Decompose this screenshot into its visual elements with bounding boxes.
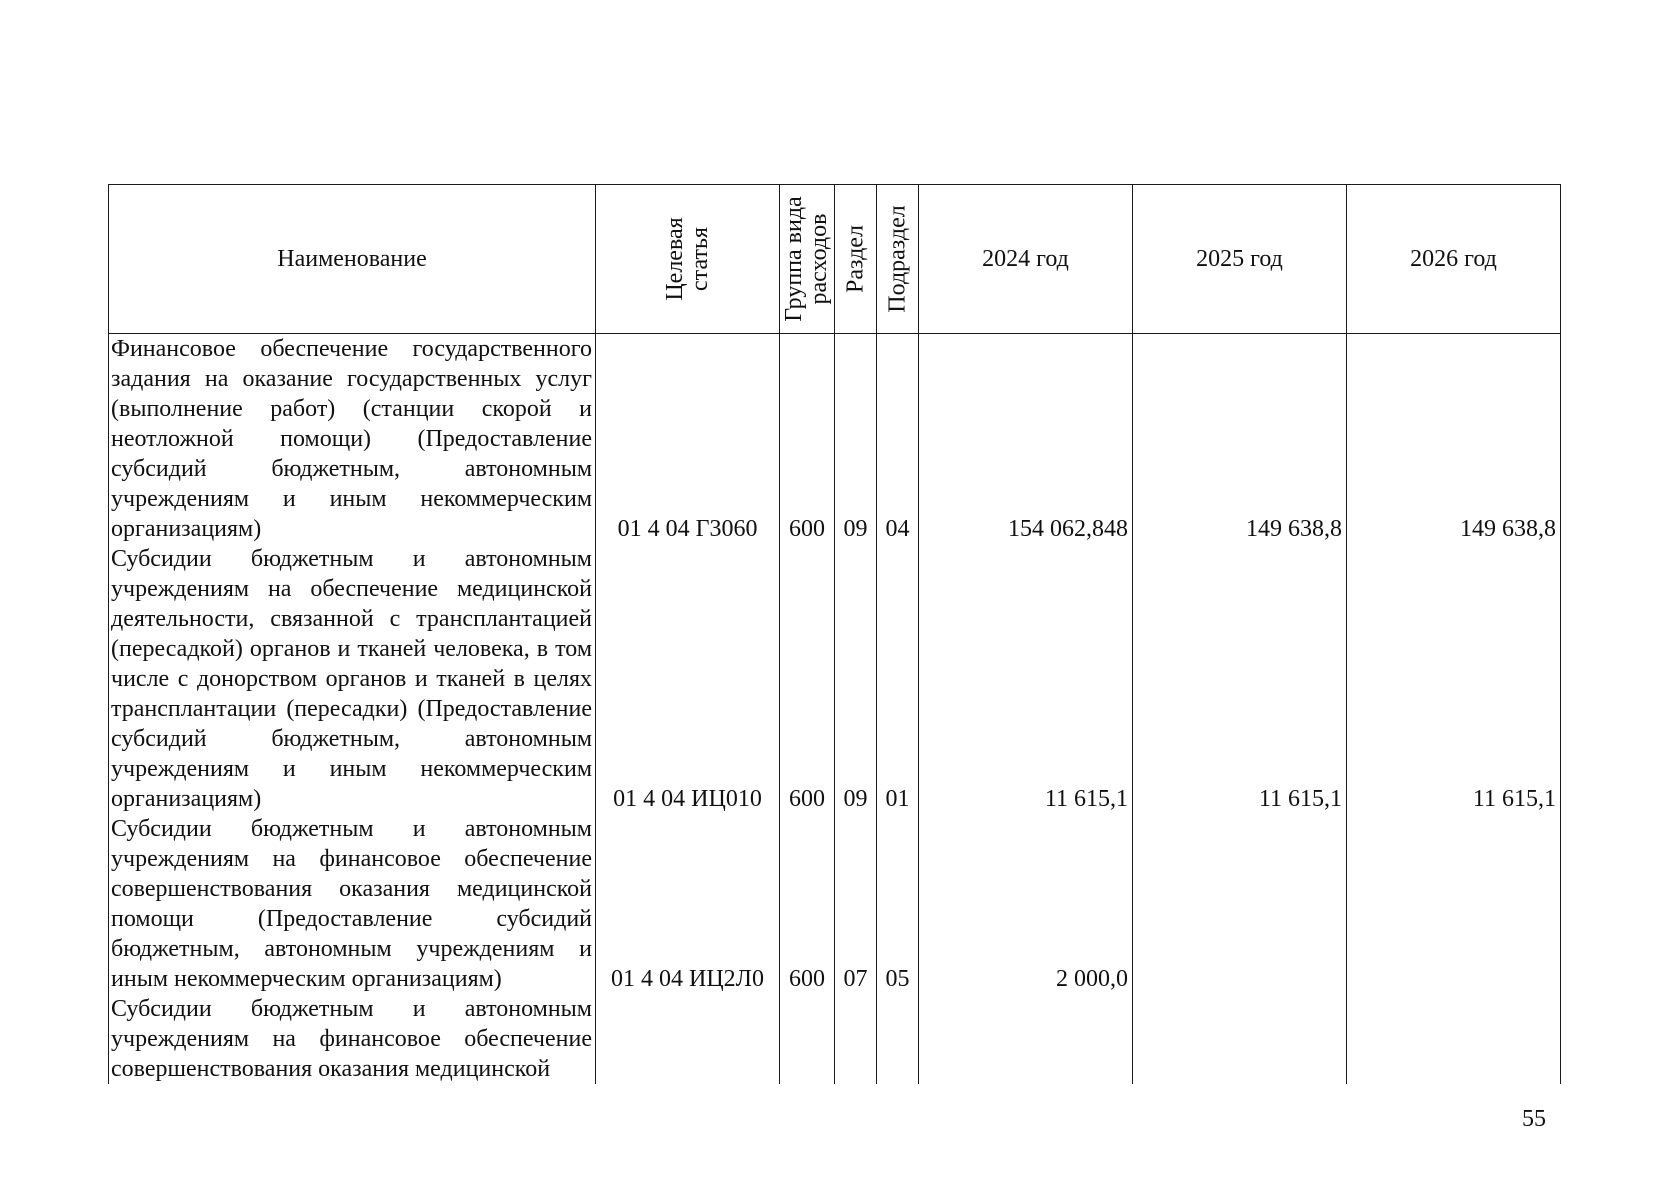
header-target-article-line1: Целевая (661, 217, 688, 301)
row-name: Субсидии бюджетным и автономным учреждениям на финансовое обеспечение совершенствования оказания медицинской (109, 994, 596, 1084)
row-amount-2025: 149 638,8 (1133, 334, 1347, 545)
table-row (109, 544, 1561, 814)
header-year-2026: 2026 год (1347, 185, 1561, 334)
row-name: Финансовое обеспечение государственного задания на оказание государственных услуг (выполнение работ) (станции скорой и неотложной помощи) (Предоставление субсидий бюджетным, автономным учреждениям и иным некоммерческим организациям) (109, 334, 596, 545)
header-target-article-line2: статья (686, 227, 713, 291)
row-expense-group: 600 (780, 544, 835, 814)
budget-table (108, 184, 1561, 1084)
row-amount-2024: 11 615,1 (919, 544, 1133, 814)
header-target-article (596, 185, 780, 334)
row-subsection: 05 (877, 814, 919, 994)
row-name: Субсидии бюджетным и автономным учреждениям на обеспечение медицинской деятельности, связанной с трансплантацией (пересадкой) органов и тканей человека, в том числе с донорством органов и тканей в целях трансплантации (пересадки) (Предоставление субсидий бюджетным, автономным учреждениям и иным некоммерческим организациям) (109, 544, 596, 814)
row-section (835, 994, 877, 1084)
row-expense-group: 600 (780, 334, 835, 545)
row-amount-2025 (1133, 814, 1347, 994)
row-target-article: 01 4 04 ИЦ2Л0 (596, 814, 780, 994)
row-section: 07 (835, 814, 877, 994)
row-target-article: 01 4 04 ИЦ010 (596, 544, 780, 814)
row-expense-group (780, 994, 835, 1084)
row-section: 09 (835, 544, 877, 814)
row-target-article (596, 994, 780, 1084)
header-expense-group-line2: расходов (806, 213, 832, 305)
header-subsection-label: Подраздел (883, 205, 910, 313)
row-target-article: 01 4 04 Г3060 (596, 334, 780, 545)
row-subsection: 01 (877, 544, 919, 814)
row-amount-2024: 2 000,0 (919, 814, 1133, 994)
header-expense-group-line1: Группа вида (780, 196, 807, 322)
header-section (835, 185, 877, 334)
header-row (109, 185, 1561, 334)
page-number: 55 (1522, 1106, 1546, 1132)
row-subsection (877, 994, 919, 1084)
header-year-2024: 2024 год (919, 185, 1133, 334)
row-amount-2026: 149 638,8 (1347, 334, 1561, 545)
row-amount-2024: 154 062,848 (919, 334, 1133, 545)
table-row (109, 334, 1561, 545)
row-expense-group: 600 (780, 814, 835, 994)
header-section-label: Раздел (841, 225, 868, 293)
table-row (109, 814, 1561, 994)
row-amount-2026 (1347, 814, 1561, 994)
row-amount-2026: 11 615,1 (1347, 544, 1561, 814)
row-amount-2025 (1133, 994, 1347, 1084)
row-amount-2026 (1347, 994, 1561, 1084)
row-amount-2025: 11 615,1 (1133, 544, 1347, 814)
header-expense-group (780, 185, 835, 334)
row-section: 09 (835, 334, 877, 545)
table-row (109, 994, 1561, 1084)
row-name: Субсидии бюджетным и автономным учреждениям на финансовое обеспечение совершенствования оказания медицинской помощи (Предоставление субсидий бюджетным, автономным учреждениям и иным некоммерческим организациям) (109, 814, 596, 994)
header-subsection (877, 185, 919, 334)
header-year-2025: 2025 год (1133, 185, 1347, 334)
row-subsection: 04 (877, 334, 919, 545)
header-name: Наименование (109, 185, 596, 334)
row-amount-2024 (919, 994, 1133, 1084)
